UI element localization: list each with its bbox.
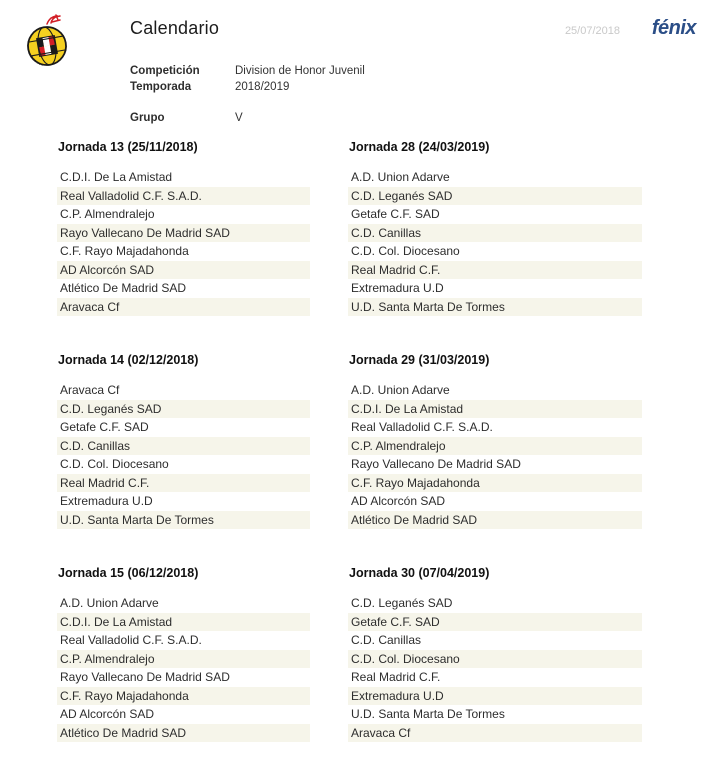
team-name: AD Alcorcón SAD (60, 262, 155, 277)
jornada-section (348, 353, 642, 529)
jornada-section (57, 566, 310, 742)
team-name: Real Valladolid C.F. S.A.D. (60, 633, 202, 647)
meta-row-group (130, 110, 365, 126)
team-row (348, 261, 642, 280)
team-name: Getafe C.F. SAD (60, 420, 149, 434)
report-date: 25/07/2018 (564, 25, 620, 37)
season-label: Temporada (130, 81, 192, 93)
team-row (57, 279, 310, 298)
competition-meta (130, 63, 365, 126)
team-row (348, 437, 642, 456)
team-name: C.D. Col. Diocesano (60, 457, 169, 471)
group-value: V (235, 112, 243, 124)
jornada-section (348, 566, 642, 742)
team-name: C.D.I. De La Amistad (351, 401, 464, 416)
team-name: Aravaca Cf (60, 299, 120, 314)
team-row (57, 205, 310, 224)
team-row (57, 242, 310, 261)
team-name: C.P. Almendralejo (60, 651, 155, 666)
jornada-title: Jornada 28 (24/03/2019) (349, 140, 490, 154)
team-name: C.P. Almendralejo (60, 207, 155, 221)
team-name: Getafe C.F. SAD (351, 614, 440, 629)
team-row (348, 724, 642, 743)
team-name: C.D. Canillas (351, 633, 422, 647)
jornada-team-list (348, 381, 642, 529)
team-row (348, 668, 642, 687)
team-name: C.D. Canillas (351, 225, 422, 240)
team-name: C.D. Leganés SAD (351, 596, 453, 610)
team-row (348, 400, 642, 419)
team-row (57, 668, 310, 687)
team-row (348, 474, 642, 493)
team-name: Atlético De Madrid SAD (351, 512, 478, 527)
team-name: C.D. Col. Diocesano (351, 244, 460, 258)
jornada-team-list (348, 594, 642, 742)
team-name: Atlético De Madrid SAD (60, 725, 187, 740)
team-name: U.D. Santa Marta De Tormes (60, 512, 214, 527)
team-name: Rayo Vallecano De Madrid SAD (351, 457, 521, 471)
jornada-section (57, 353, 310, 529)
team-name: Real Madrid C.F. (351, 262, 441, 277)
team-name: C.D.I. De La Amistad (60, 614, 173, 629)
team-name: C.D. Col. Diocesano (351, 651, 460, 666)
team-row (57, 400, 310, 419)
team-name: AD Alcorcón SAD (60, 707, 155, 721)
team-row (348, 594, 642, 613)
competition-label: Competición (130, 65, 200, 77)
competition-value: Division de Honor Juvenil (235, 65, 365, 77)
team-name: C.D. Canillas (60, 438, 131, 453)
meta-row-season (130, 79, 365, 95)
jornada-title: Jornada 13 (25/11/2018) (58, 140, 198, 154)
team-row (348, 279, 642, 298)
jornada-team-list (348, 168, 642, 316)
team-name: Real Madrid C.F. (351, 670, 441, 684)
team-name: C.P. Almendralejo (351, 438, 446, 453)
team-name: Aravaca Cf (60, 383, 120, 397)
team-name: C.F. Rayo Majadahonda (60, 688, 189, 703)
team-row (348, 224, 642, 243)
team-row (57, 168, 310, 187)
team-name: Aravaca Cf (351, 725, 411, 740)
team-row (57, 418, 310, 437)
team-name: Rayo Vallecano De Madrid SAD (60, 225, 230, 240)
team-name: Getafe C.F. SAD (351, 207, 440, 221)
team-row (348, 650, 642, 669)
team-name: A.D. Union Adarve (351, 170, 450, 184)
team-name: C.F. Rayo Majadahonda (60, 244, 189, 258)
team-name: A.D. Union Adarve (351, 383, 450, 397)
team-row (57, 613, 310, 632)
team-name: Extremadura U.D (60, 494, 153, 508)
team-row (348, 187, 642, 206)
team-row (57, 511, 310, 530)
team-name: U.D. Santa Marta De Tormes (351, 299, 505, 314)
rfef-crest-icon (20, 12, 76, 72)
team-name: AD Alcorcón SAD (351, 494, 446, 508)
jornada-team-list (57, 594, 310, 742)
team-row (57, 381, 310, 400)
team-row (348, 205, 642, 224)
team-row (348, 298, 642, 317)
team-row (348, 613, 642, 632)
team-name: Atlético De Madrid SAD (60, 281, 187, 295)
team-row (57, 474, 310, 493)
season-value: 2018/2019 (235, 81, 290, 93)
team-row (57, 187, 310, 206)
team-row (348, 492, 642, 511)
jornada-title: Jornada 30 (07/04/2019) (349, 566, 490, 580)
team-row (57, 492, 310, 511)
team-name: A.D. Union Adarve (60, 596, 159, 610)
team-name: C.F. Rayo Majadahonda (351, 475, 480, 490)
jornada-title: Jornada 14 (02/12/2018) (58, 353, 199, 367)
team-name: Real Valladolid C.F. S.A.D. (351, 420, 493, 434)
team-name: Rayo Vallecano De Madrid SAD (60, 670, 230, 684)
team-row (57, 298, 310, 317)
team-name: C.D.I. De La Amistad (60, 170, 173, 184)
team-row (57, 455, 310, 474)
team-row (57, 631, 310, 650)
team-row (57, 224, 310, 243)
team-name: C.D. Leganés SAD (351, 188, 453, 203)
fenix-logo: fénix (651, 17, 696, 39)
team-row (57, 650, 310, 669)
jornada-section (57, 140, 310, 316)
team-name: Extremadura U.D (351, 281, 444, 295)
jornada-title: Jornada 15 (06/12/2018) (58, 566, 199, 580)
team-row (348, 168, 642, 187)
team-name: U.D. Santa Marta De Tormes (351, 707, 505, 721)
group-label: Grupo (130, 112, 165, 124)
team-row (348, 418, 642, 437)
jornadas-grid (57, 140, 642, 742)
team-row (348, 687, 642, 706)
team-name: Real Valladolid C.F. S.A.D. (60, 188, 202, 203)
team-row (57, 594, 310, 613)
team-name: Extremadura U.D (351, 688, 444, 703)
jornada-section (348, 140, 642, 316)
jornada-team-list (57, 381, 310, 529)
team-row (348, 511, 642, 530)
team-row (348, 381, 642, 400)
jornada-title: Jornada 29 (31/03/2019) (349, 353, 490, 367)
team-row (57, 261, 310, 280)
team-row (348, 631, 642, 650)
team-row (57, 687, 310, 706)
team-name: Real Madrid C.F. (60, 475, 150, 490)
team-row (348, 705, 642, 724)
meta-row-competition (130, 63, 365, 79)
team-row (348, 455, 642, 474)
team-row (57, 705, 310, 724)
team-row (348, 242, 642, 261)
page-title: Calendario (130, 18, 220, 38)
team-row (57, 437, 310, 456)
team-name: C.D. Leganés SAD (60, 401, 162, 416)
team-row (57, 724, 310, 743)
jornada-team-list (57, 168, 310, 316)
